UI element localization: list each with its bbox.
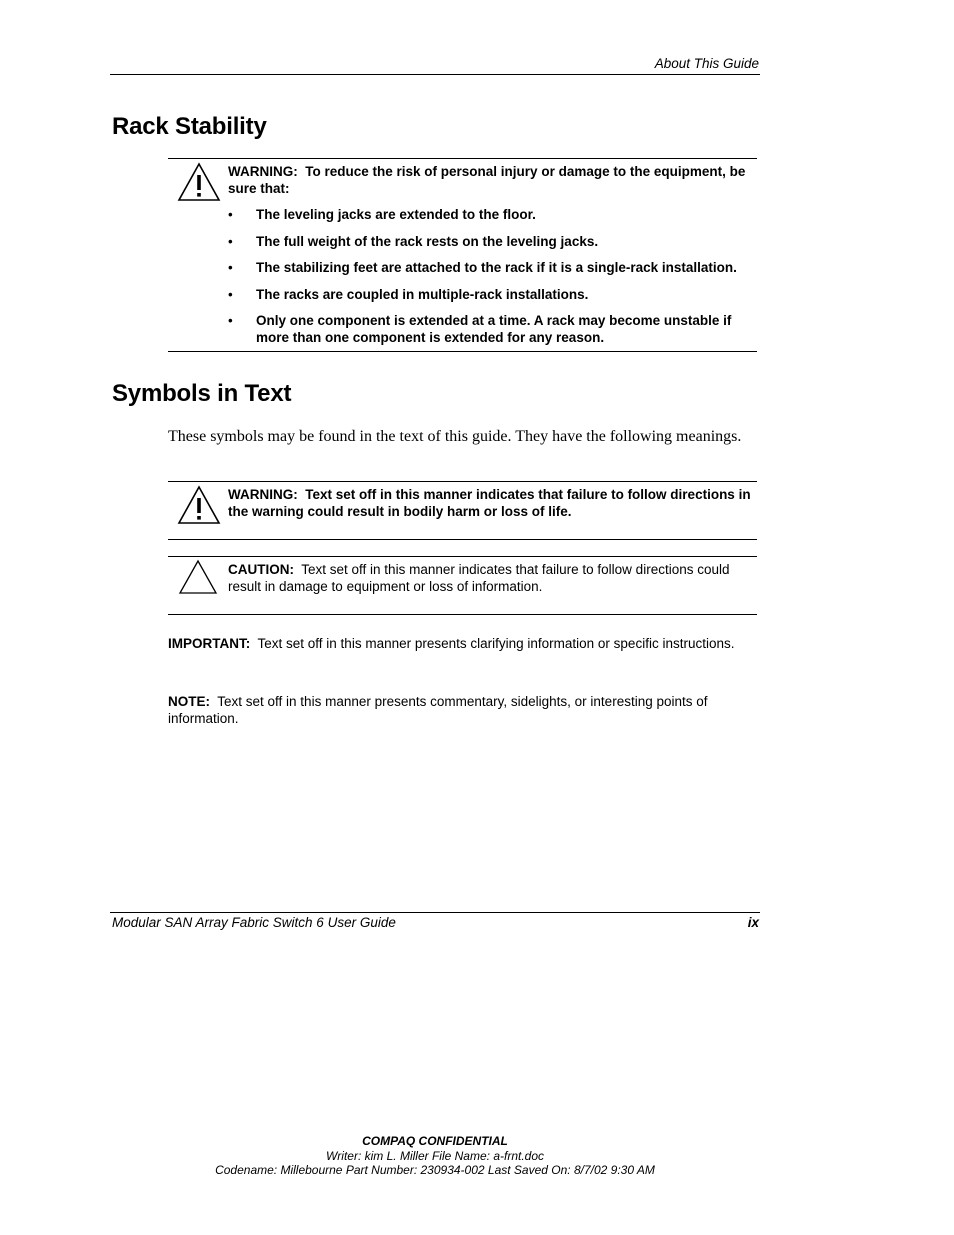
page-number: ix xyxy=(747,915,759,930)
caution-icon xyxy=(178,559,218,595)
list-item: • The stabilizing feet are attached to the rack if it is a single-rack installation. xyxy=(228,259,762,276)
footer-title: Modular SAN Array Fabric Switch 6 User Guide xyxy=(112,915,396,930)
warning-body: Text set off in this manner indicates that failure to follow directions in the warning could result in bodily harm or loss of life. xyxy=(228,487,751,519)
important-note xyxy=(168,635,758,652)
warning-top-rule xyxy=(168,481,757,482)
caution-bottom-rule xyxy=(168,614,757,615)
caution-top-rule xyxy=(168,556,757,557)
caution-body: Text set off in this manner indicates that failure to follow directions could result in damage to equipment or loss of information. xyxy=(228,562,730,594)
rack-warning-list xyxy=(228,206,762,356)
header-rule xyxy=(110,74,760,75)
warning-top-rule xyxy=(168,158,757,159)
warning-bottom-rule xyxy=(168,539,757,540)
symbols-intro: These symbols may be found in the text of this guide. They have the following meanings. xyxy=(168,428,742,445)
symbols-heading: Symbols in Text xyxy=(112,380,292,407)
writer-line: Writer: kim L. Miller File Name: a-frnt.doc xyxy=(325,1149,545,1163)
caution-label: CAUTION: xyxy=(228,562,294,577)
note-label: NOTE: xyxy=(168,694,210,709)
list-item: • The racks are coupled in multiple-rack installations. xyxy=(228,286,762,303)
note xyxy=(168,693,758,727)
list-item: • The leveling jacks are extended to the floor. xyxy=(228,206,762,223)
symbols-warning-text xyxy=(228,486,758,520)
warning-label: WARNING: xyxy=(228,164,298,179)
codename-line: Codename: Millebourne Part Number: 230934-002 Last Saved On: 8/7/02 9:30 AM xyxy=(215,1163,655,1177)
list-item: • The full weight of the rack rests on the leveling jacks. xyxy=(228,233,762,250)
warning-bottom-rule xyxy=(168,351,757,352)
important-label: IMPORTANT: xyxy=(168,636,251,651)
confidential-label: COMPAQ CONFIDENTIAL xyxy=(362,1134,508,1148)
footer-rule xyxy=(110,912,760,913)
rack-stability-heading: Rack Stability xyxy=(112,113,267,140)
list-item: • Only one component is extended at a time. A rack may become unstable if more than one component is extended for any reason. xyxy=(228,312,762,346)
caution-text xyxy=(228,561,758,595)
warning-label: WARNING: xyxy=(228,487,298,502)
important-body: Text set off in this manner presents clarifying information or specific instructions. xyxy=(257,636,735,651)
rack-warning-text xyxy=(228,163,758,197)
warning-body: To reduce the risk of personal injury or damage to the equipment, be sure that: xyxy=(228,164,746,196)
warning-icon xyxy=(177,485,221,525)
warning-icon xyxy=(177,162,221,202)
note-body: Text set off in this manner presents commentary, sidelights, or interesting points of information. xyxy=(168,694,708,726)
running-head: About This Guide xyxy=(654,56,759,71)
